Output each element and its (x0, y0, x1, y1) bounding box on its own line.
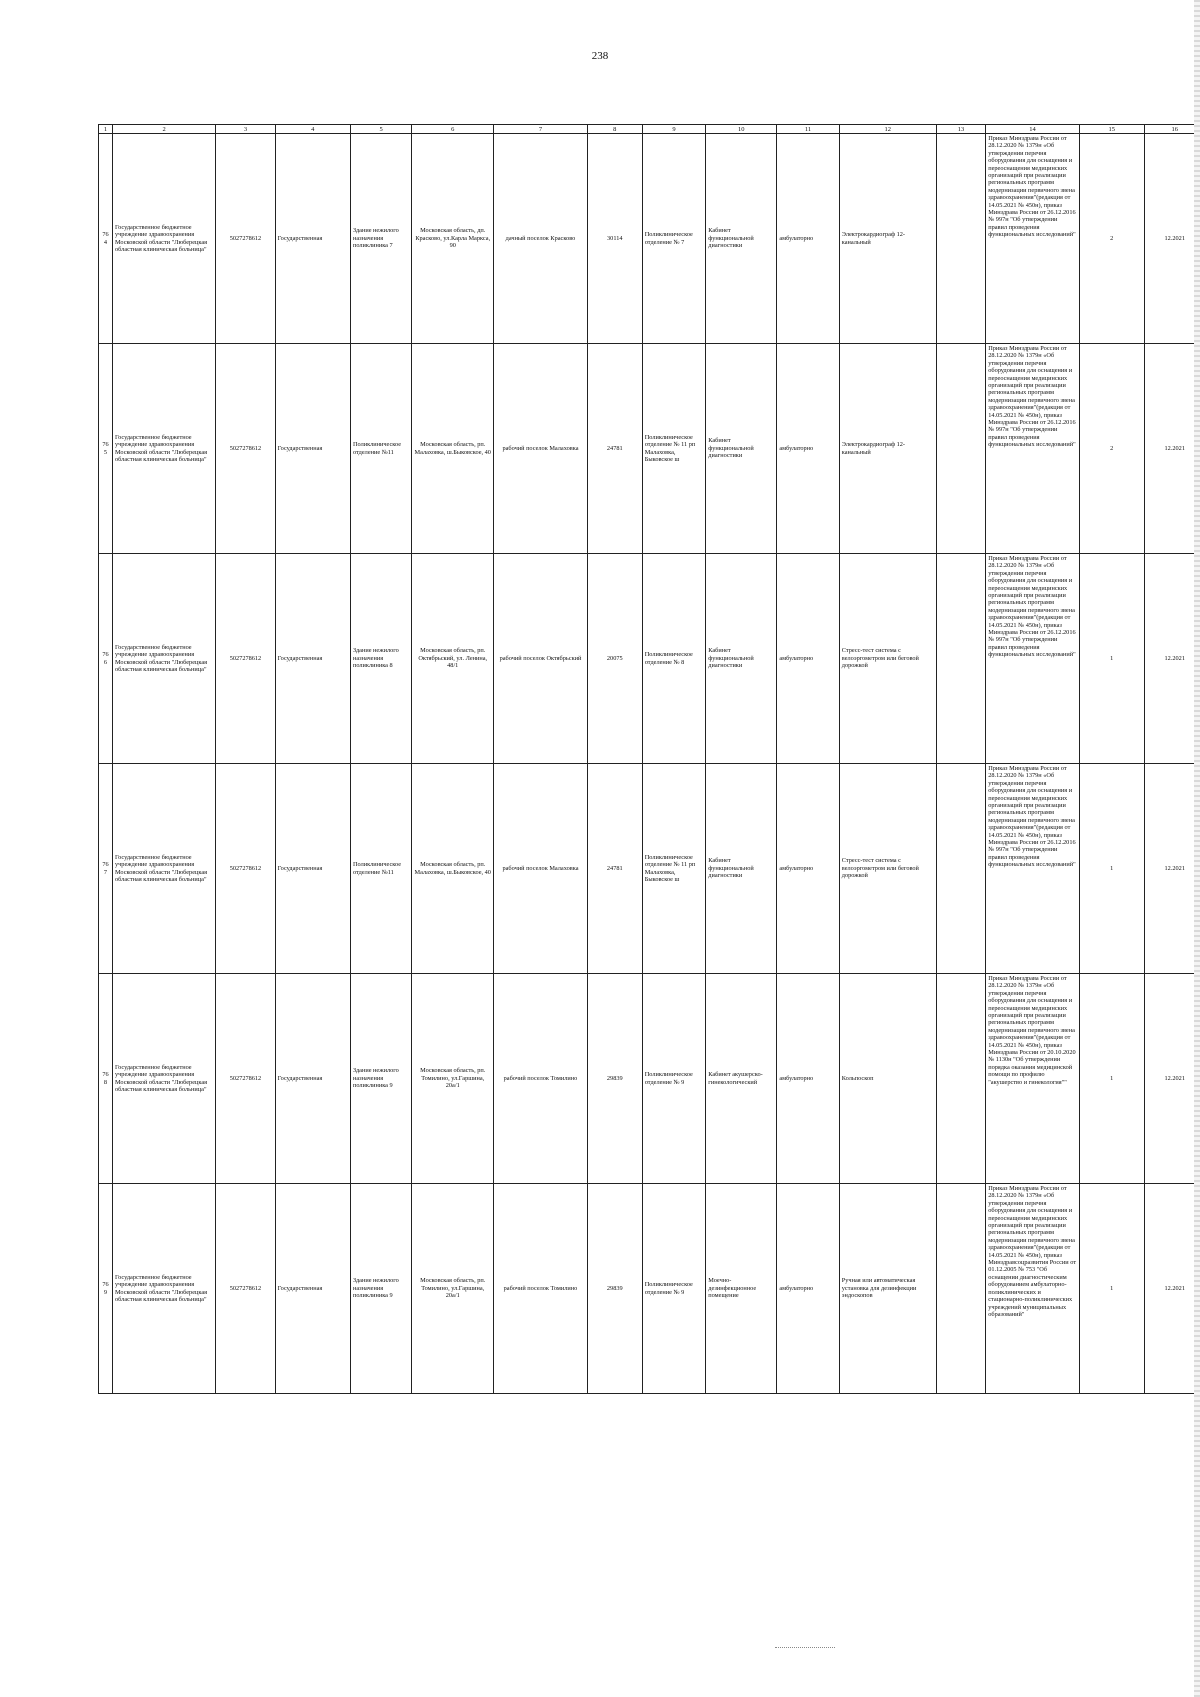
settlement: рабочий поселок Малаховка (494, 764, 588, 974)
inn: 5027278612 (216, 134, 275, 344)
population: 29839 (587, 974, 642, 1184)
address: Московская область, рп. Малаховка, ш.Быковское, 40 (412, 344, 494, 554)
header-cell: 1 (99, 125, 113, 134)
population: 24781 (587, 764, 642, 974)
inn: 5027278612 (216, 344, 275, 554)
ownership-form: Государственная (275, 1184, 350, 1394)
room: Кабинет функциональной диагностики (706, 134, 777, 344)
header-cell: 16 (1144, 125, 1200, 134)
regulatory-basis (986, 764, 1080, 974)
care-type: амбулаторно (777, 1184, 839, 1394)
room: Моечно-дезинфекционное помещение (706, 1184, 777, 1394)
ownership-form: Государственная (275, 764, 350, 974)
regulatory-basis (986, 554, 1080, 764)
care-type: амбулаторно (777, 554, 839, 764)
population: 24781 (587, 344, 642, 554)
header-cell: 9 (642, 125, 706, 134)
address: Московская область, рп. Октябрьский, ул. Ленина, 48/1 (412, 554, 494, 764)
organization-name: Государственное бюджетное учреждение здравоохранения Московской области "Люберецкая областная клиническая больница" (112, 554, 215, 764)
care-type: амбулаторно (777, 134, 839, 344)
address: Московская область, рп. Малаховка, ш.Быковское, 40 (412, 764, 494, 974)
ownership-form: Государственная (275, 344, 350, 554)
regulatory-basis-text: Приказ Минздрава России от 28.12.2020 № 1379н «Об утверждении перечня оборудования для оснащения и переоснащения медицинских организаций при реализации региональных программ модернизации первичного звена здравоохранения"(редакция от 14.05.2021 № 450н), приказ Минздрава России от 26.12.2016 № 997н "Об утверждении правил проведения функциональных исследований" (988, 135, 1076, 239)
delivery-date: 12.2021 (1144, 1184, 1200, 1394)
department: Поликлиническое отделение № 9 (642, 974, 706, 1184)
equipment-name: Электрокардиограф 12-канальный (839, 344, 936, 554)
header-cell: 15 (1079, 125, 1144, 134)
department: Поликлиническое отделение № 9 (642, 1184, 706, 1394)
scan-edge (1194, 0, 1200, 1697)
column-13-cell (936, 344, 986, 554)
table-row (99, 554, 1200, 764)
population: 20075 (587, 554, 642, 764)
regulatory-basis (986, 1184, 1080, 1394)
quantity: 1 (1079, 554, 1144, 764)
building: Здание нежилого назначения поликлиника 9 (350, 974, 411, 1184)
inn: 5027278612 (216, 1184, 275, 1394)
quantity: 2 (1079, 134, 1144, 344)
organization-name: Государственное бюджетное учреждение здравоохранения Московской области "Люберецкая областная клиническая больница" (112, 1184, 215, 1394)
table-header-row (99, 125, 1200, 134)
table-row (99, 1184, 1200, 1394)
organization-name: Государственное бюджетное учреждение здравоохранения Московской области "Люберецкая областная клиническая больница" (112, 344, 215, 554)
building: Поликлиническое отделение №11 (350, 344, 411, 554)
quantity: 1 (1079, 974, 1144, 1184)
building: Поликлиническое отделение №11 (350, 764, 411, 974)
quantity: 1 (1079, 1184, 1144, 1394)
inn: 5027278612 (216, 974, 275, 1184)
building: Здание нежилого назначения поликлиника 9 (350, 1184, 411, 1394)
regulatory-basis-text: Приказ Минздрава России от 28.12.2020 № 1379н «Об утверждении перечня оборудования для оснащения и переоснащения медицинских организаций при реализации региональных программ модернизации первичного звена здравоохранения"(редакция от 14.05.2021 № 450н), приказ Минздравсоцразвития России от 01.12.2005 № 753 "Об оснащении диагностическим оборудованием амбулаторно-поликлинических и стационарно-поликлинических учреждений муниципальных образований" (988, 1185, 1077, 1318)
regulatory-basis (986, 344, 1080, 554)
delivery-date: 12.2021 (1144, 344, 1200, 554)
column-13-cell (936, 554, 986, 764)
equipment-table (98, 124, 1200, 1394)
inn: 5027278612 (216, 554, 275, 764)
delivery-date: 12.2021 (1144, 554, 1200, 764)
header-cell: 7 (494, 125, 588, 134)
page-number: 238 (591, 50, 609, 62)
room: Кабинет функциональной диагностики (706, 554, 777, 764)
row-number: 765 (99, 344, 113, 554)
department: Поликлиническое отделение № 7 (642, 134, 706, 344)
organization-name: Государственное бюджетное учреждение здравоохранения Московской области "Люберецкая областная клиническая больница" (112, 974, 215, 1184)
address: Московская область, рп. Томилино, ул.Гаршина, 20а/1 (412, 1184, 494, 1394)
header-cell: 2 (112, 125, 215, 134)
header-cell: 13 (936, 125, 986, 134)
row-number: 767 (99, 764, 113, 974)
care-type: амбулаторно (777, 344, 839, 554)
ownership-form: Государственная (275, 554, 350, 764)
header-cell: 10 (706, 125, 777, 134)
column-13-cell (936, 974, 986, 1184)
department: Поликлиническое отделение № 11 рп Малаховка, Быковское ш (642, 344, 706, 554)
quantity: 2 (1079, 344, 1144, 554)
row-number: 769 (99, 1184, 113, 1394)
header-cell: 4 (275, 125, 350, 134)
regulatory-basis-text: Приказ Минздрава России от 28.12.2020 № 1379н «Об утверждении перечня оборудования для оснащения и переоснащения медицинских организаций при реализации региональных программ модернизации первичного звена здравоохранения"(редакция от 14.05.2021 № 450н), приказ Минздрава России от 26.12.2016 № 997н "Об утверждении правил проведения функциональных исследований" (988, 765, 1076, 869)
room: Кабинет функциональной диагностики (706, 764, 777, 974)
equipment-name: Кольпоскоп (839, 974, 936, 1184)
regulatory-basis (986, 134, 1080, 344)
table-row (99, 764, 1200, 974)
settlement: рабочий поселок Октябрьский (494, 554, 588, 764)
row-number: 766 (99, 554, 113, 764)
equipment-name: Электрокардиограф 12-канальный (839, 134, 936, 344)
ownership-form: Государственная (275, 134, 350, 344)
quantity: 1 (1079, 764, 1144, 974)
equipment-name: Стресс-тест система с велоэргометром или беговой дорожкой (839, 764, 936, 974)
delivery-date: 12.2021 (1144, 134, 1200, 344)
settlement: рабочий поселок Томилино (494, 1184, 588, 1394)
header-cell: 6 (412, 125, 494, 134)
table-row (99, 134, 1200, 344)
delivery-date: 12.2021 (1144, 764, 1200, 974)
table-row (99, 974, 1200, 1184)
department: Поликлиническое отделение № 11 рп Малаховка, Быковское ш (642, 764, 706, 974)
delivery-date: 12.2021 (1144, 974, 1200, 1184)
inn: 5027278612 (216, 764, 275, 974)
population: 30114 (587, 134, 642, 344)
header-cell: 11 (777, 125, 839, 134)
room: Кабинет акушерско-гинекологический (706, 974, 777, 1184)
building: Здание нежилого назначения поликлиника 8 (350, 554, 411, 764)
header-cell: 8 (587, 125, 642, 134)
scan-mark (775, 1643, 835, 1648)
room: Кабинет функциональной диагностики (706, 344, 777, 554)
care-type: амбулаторно (777, 974, 839, 1184)
building: Здание нежилого назначения поликлиника 7 (350, 134, 411, 344)
ownership-form: Государственная (275, 974, 350, 1184)
header-cell: 12 (839, 125, 936, 134)
settlement: рабочий поселок Малаховка (494, 344, 588, 554)
column-13-cell (936, 1184, 986, 1394)
organization-name: Государственное бюджетное учреждение здравоохранения Московской области "Люберецкая областная клиническая больница" (112, 134, 215, 344)
header-cell: 3 (216, 125, 275, 134)
care-type: амбулаторно (777, 764, 839, 974)
row-number: 764 (99, 134, 113, 344)
regulatory-basis-text: Приказ Минздрава России от 28.12.2020 № 1379н «Об утверждении перечня оборудования для оснащения и переоснащения медицинских организаций при реализации региональных программ модернизации первичного звена здравоохранения"(редакция от 14.05.2021 № 450н), приказ Минздрава России от 20.10.2020 № 1130н "Об утверждении порядка оказания медицинской помощи по профилю "акушерство и гинекология"" (988, 975, 1076, 1086)
department: Поликлиническое отделение № 8 (642, 554, 706, 764)
regulatory-basis-text: Приказ Минздрава России от 28.12.2020 № 1379н «Об утверждении перечня оборудования для оснащения и переоснащения медицинских организаций при реализации региональных программ модернизации первичного звена здравоохранения"(редакция от 14.05.2021 № 450н), приказ Минздрава России от 26.12.2016 № 997н "Об утверждении правил проведения функциональных исследований" (988, 345, 1076, 449)
column-13-cell (936, 134, 986, 344)
regulatory-basis (986, 974, 1080, 1184)
regulatory-basis-text: Приказ Минздрава России от 28.12.2020 № 1379н «Об утверждении перечня оборудования для оснащения и переоснащения медицинских организаций при реализации региональных программ модернизации первичного звена здравоохранения"(редакция от 14.05.2021 № 450н), приказ Минздрава России от 26.12.2016 № 997н "Об утверждении правил проведения функциональных исследований" (988, 555, 1076, 659)
address: Московская область, дп. Красково, ул.Карла Маркса, 90 (412, 134, 494, 344)
population: 29839 (587, 1184, 642, 1394)
header-cell: 5 (350, 125, 411, 134)
organization-name: Государственное бюджетное учреждение здравоохранения Московской области "Люберецкая областная клиническая больница" (112, 764, 215, 974)
settlement: рабочий поселок Томилино (494, 974, 588, 1184)
column-13-cell (936, 764, 986, 974)
row-number: 768 (99, 974, 113, 1184)
table-row (99, 344, 1200, 554)
equipment-name: Ручная или автоматическая установка для дезинфекции эндоскопов (839, 1184, 936, 1394)
address: Московская область, рп. Томилино, ул.Гаршина, 20а/1 (412, 974, 494, 1184)
header-cell: 14 (986, 125, 1080, 134)
settlement: дачный поселок Красково (494, 134, 588, 344)
equipment-name: Стресс-тест система с велоэргометром или беговой дорожкой (839, 554, 936, 764)
